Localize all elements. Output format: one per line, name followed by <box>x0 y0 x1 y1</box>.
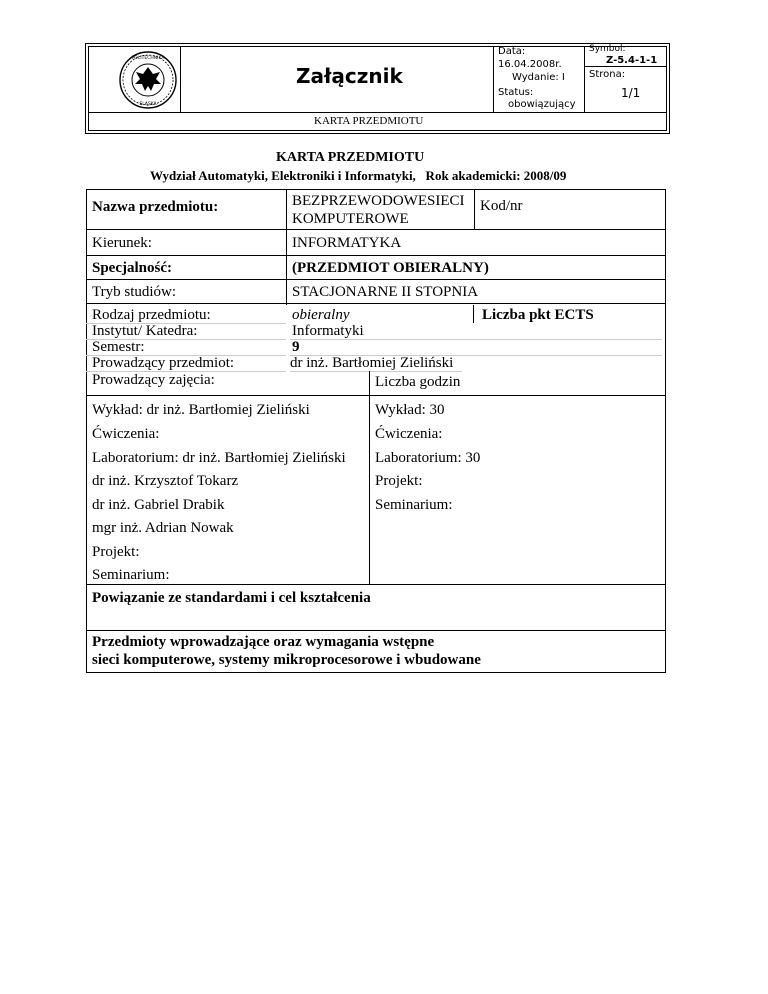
ects-label: Liczba pkt ECTS <box>482 307 594 323</box>
doc-subtitle: Wydział Automatyki, Elektroniki i Informatyki, Rok akademicki: 2008/09 <box>150 168 567 183</box>
teacher-item: dr inż. Gabriel Drabik <box>92 497 225 513</box>
svg-text:POLITECHNIKA: POLITECHNIKA <box>131 56 165 61</box>
header-title: Załącznik <box>296 64 403 88</box>
teacher-item: Laboratorium: dr inż. Bartłomiej Zieliński <box>92 450 346 466</box>
hours-label: Liczba godzin <box>375 374 461 390</box>
mode-value: STACJONARNE II STOPNIA <box>292 284 479 300</box>
course-code-label: Kod/nr <box>480 198 523 214</box>
direction-value: INFORMATYKA <box>292 235 402 251</box>
symbol-value: Z-5.4-1-1 <box>606 55 658 66</box>
teachers-label: Prowadzący zajęcia: <box>92 372 215 388</box>
course-name-line2: KOMPUTEROWE <box>292 211 409 227</box>
date-value: 16.04.2008r. <box>498 59 562 70</box>
course-name-line1: BEZPRZEWODOWESIECI <box>292 193 465 209</box>
standards-title: Powiązanie ze standardami i cel kształcenia <box>92 590 371 606</box>
specialty-value: (PRZEDMIOT OBIERALNY) <box>292 260 489 276</box>
university-seal-icon <box>117 50 179 110</box>
specialty-label: Specjalność: <box>92 260 172 276</box>
hours-item: Laboratorium: 30 <box>375 450 481 466</box>
semester-value: 9 <box>292 339 300 355</box>
hours-item: Wykład: 30 <box>375 402 445 418</box>
institute-value: Informatyki <box>292 323 364 339</box>
date-label: Data: <box>498 46 526 57</box>
teacher-item: mgr inż. Adrian Nowak <box>92 520 234 536</box>
symbol-label: Symbol: <box>589 44 626 54</box>
hours-item: Seminarium: <box>375 497 453 513</box>
teacher-item: Wykład: dr inż. Bartłomiej Zieliński <box>92 402 310 418</box>
leader-value: dr inż. Bartłomiej Zieliński <box>290 355 454 371</box>
institute-label: Instytut/ Katedra: <box>92 323 198 339</box>
prereq-value: sieci komputerowe, systemy mikroprocesorowe i wbudowane <box>92 652 481 668</box>
teacher-item: Ćwiczenia: <box>92 426 160 442</box>
leader-label: Prowadzący przedmiot: <box>92 355 235 371</box>
edition-value: Wydanie: I <box>512 72 565 83</box>
header-footer-title: KARTA PRZEDMIOTU <box>314 115 424 127</box>
prereq-title: Przedmioty wprowadzające oraz wymagania wstępne <box>92 634 435 650</box>
svg-text:ŚLĄSKA: ŚLĄSKA <box>139 102 157 107</box>
status-value: obowiązujący <box>508 99 576 110</box>
doc-title: KARTA PRZEDMIOTU <box>276 150 425 165</box>
status-label: Status: <box>498 87 534 98</box>
type-label: Rodzaj przedmiotu: <box>92 307 211 323</box>
hours-item: Projekt: <box>375 473 423 489</box>
page-label: Strona: <box>589 69 626 80</box>
direction-label: Kierunek: <box>92 235 152 251</box>
hours-item: Ćwiczenia: <box>375 426 443 442</box>
course-name-label: Nazwa przedmiotu: <box>92 199 219 215</box>
page-value: 1/1 <box>621 86 641 100</box>
semester-label: Semestr: <box>92 339 145 355</box>
teacher-item: Seminarium: <box>92 567 170 583</box>
type-value: obieralny <box>292 307 350 323</box>
teacher-item: dr inż. Krzysztof Tokarz <box>92 473 239 489</box>
mode-label: Tryb studiów: <box>92 284 177 300</box>
teacher-item: Projekt: <box>92 544 140 560</box>
